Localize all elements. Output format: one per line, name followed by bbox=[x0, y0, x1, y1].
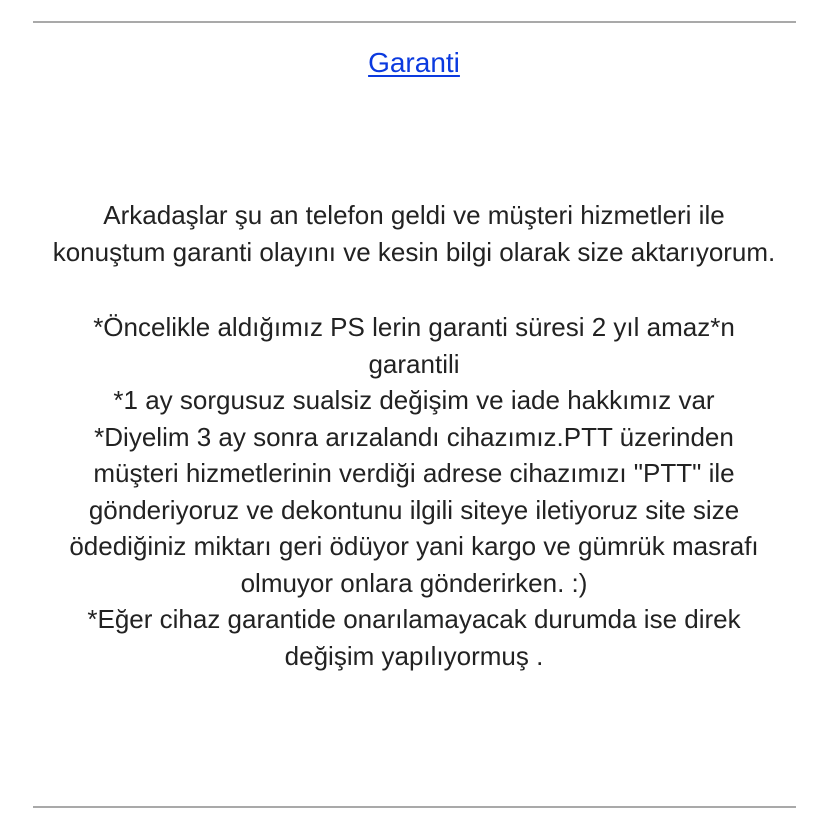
bottom-divider bbox=[33, 806, 796, 808]
point-replacement: *Eğer cihaz garantide onarılamayacak durumda ise direk değişim yapılıyormuş . bbox=[87, 604, 741, 671]
garanti-title-link[interactable]: Garanti bbox=[368, 47, 460, 78]
post-body bbox=[50, 197, 778, 674]
point-ptt-shipping: *Diyelim 3 ay sonra arızalandı cihazımız.PTT üzerinden müşteri hizmetlerinin verdiği adrese cihazımızı "PTT" ile gönderiyoruz ve dekontunu ilgili siteye iletiyoruz site size ödediğiniz miktarı geri ödüyor yani kargo ve gümrük masrafı olmuyor onlara gönderirken. :) bbox=[69, 421, 759, 598]
paragraph-spacer bbox=[50, 270, 778, 309]
point-return-right: *1 ay sorgusuz sualsiz değişim ve iade hakkımız var bbox=[113, 385, 715, 415]
point-warranty-period: *Öncelikle aldığımız PS lerin garanti süresi 2 yıl amaz*n garantili bbox=[93, 312, 735, 379]
top-divider bbox=[33, 21, 796, 23]
intro-paragraph: Arkadaşlar şu an telefon geldi ve müşteri hizmetleri ile konuştum garanti olayını ve kesin bilgi olarak size aktarıyorum. bbox=[52, 200, 776, 267]
title-container bbox=[0, 44, 828, 82]
